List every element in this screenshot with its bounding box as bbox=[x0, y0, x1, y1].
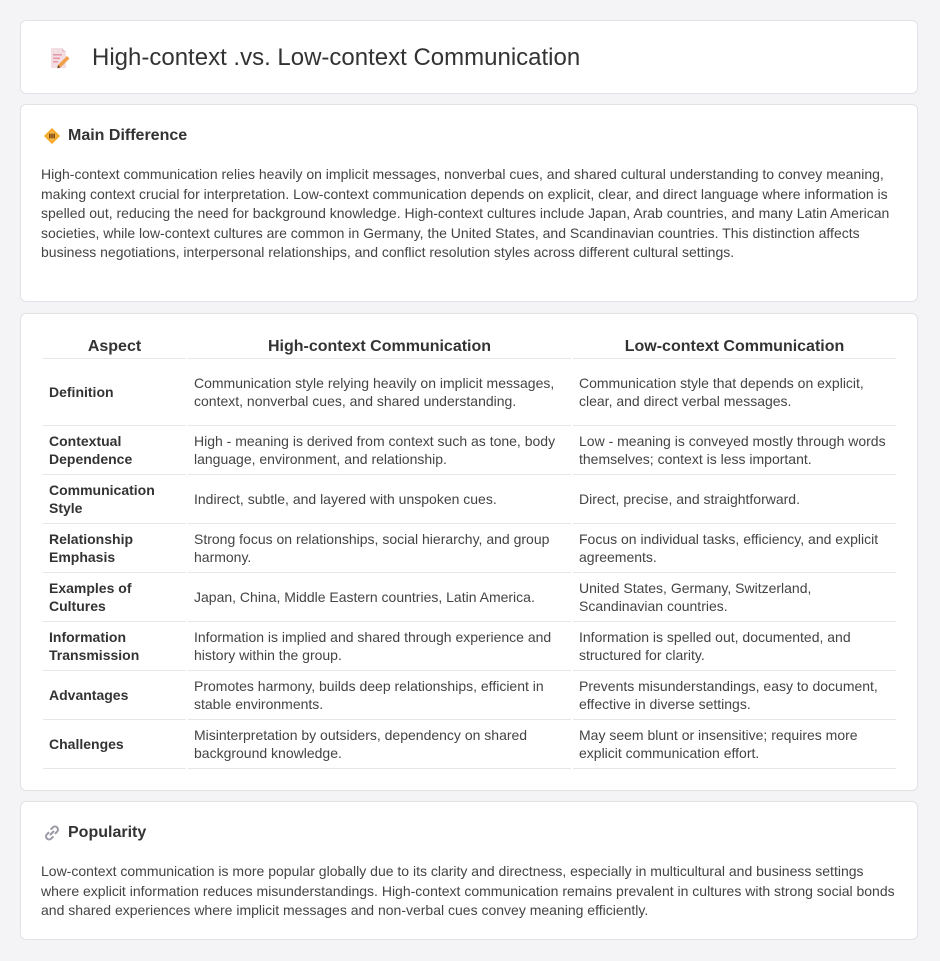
row-low-context: Communication style that depends on explicit, clear, and direct verbal messages. bbox=[573, 359, 896, 426]
link-icon bbox=[43, 824, 61, 842]
row-high-context: High - meaning is derived from context such as tone, body language, environment, and relationship. bbox=[188, 426, 571, 475]
popularity-heading bbox=[43, 824, 146, 842]
main-difference-card bbox=[20, 104, 918, 302]
row-high-context: Information is implied and shared through experience and history within the group. bbox=[188, 622, 571, 671]
table-header-row bbox=[43, 334, 896, 359]
table-row bbox=[43, 720, 896, 769]
table-row bbox=[43, 622, 896, 671]
row-aspect: Advantages bbox=[43, 671, 186, 720]
main-difference-text: High-context communication relies heavily on implicit messages, nonverbal cues, and shared cultural understanding to convey meaning, making context crucial for interpretation. Low-context communication depends on explicit, clear, and direct language where information is spelled out, reducing the need for background knowledge. High-context cultures include Japan, Arab countries, and many Latin American societies, while low-context cultures are common in Germany, the United States, and Scandinavian countries. This distinction affects business negotiations, interpersonal relationships, and conflict resolution styles across different cultural settings. bbox=[41, 166, 890, 260]
column-header-aspect: Aspect bbox=[43, 334, 186, 359]
popularity-title: Popularity bbox=[68, 824, 147, 841]
row-aspect: Communication Style bbox=[43, 475, 186, 524]
column-header-high-context: High-context Communication bbox=[188, 334, 571, 359]
header-card bbox=[20, 20, 918, 94]
table-row bbox=[43, 671, 896, 720]
row-high-context: Strong focus on relationships, social hierarchy, and group harmony. bbox=[188, 524, 571, 573]
main-difference-title: Main Difference bbox=[68, 127, 188, 144]
table-row bbox=[43, 426, 896, 475]
document-pencil-icon bbox=[47, 46, 71, 70]
row-low-context: Focus on individual tasks, efficiency, and explicit agreements. bbox=[573, 524, 896, 573]
row-high-context: Misinterpretation by outsiders, dependency on shared background knowledge. bbox=[188, 720, 571, 769]
row-low-context: Information is spelled out, documented, and structured for clarity. bbox=[573, 622, 896, 671]
row-low-context: May seem blunt or insensitive; requires more explicit communication effort. bbox=[573, 720, 896, 769]
row-aspect: Relationship Emphasis bbox=[43, 524, 186, 573]
row-low-context: Direct, precise, and straightforward. bbox=[573, 475, 896, 524]
popularity-card bbox=[20, 801, 918, 940]
popularity-text: Low-context communication is more popular globally due to its clarity and directness, especially in multicultural and business settings where explicit information reduces misunderstandings. High-context communication remains prevalent in cultures with strong social bonds and shared experiences where implicit messages and non-verbal cues convey meaning efficiently. bbox=[41, 863, 895, 918]
row-aspect: Contextual Dependence bbox=[43, 426, 186, 475]
row-low-context: Prevents misunderstandings, easy to document, effective in diverse settings. bbox=[573, 671, 896, 720]
table-row bbox=[43, 573, 896, 622]
page-title: High-context .vs. Low-context Communication bbox=[92, 44, 581, 71]
row-aspect: Information Transmission bbox=[43, 622, 186, 671]
row-high-context: Communication style relying heavily on implicit messages, context, nonverbal cues, and shared understanding. bbox=[188, 359, 571, 426]
comparison-table bbox=[41, 334, 898, 769]
row-aspect: Definition bbox=[43, 359, 186, 426]
diamond-icon bbox=[43, 127, 61, 145]
row-high-context: Indirect, subtle, and layered with unspoken cues. bbox=[188, 475, 571, 524]
row-aspect: Examples of Cultures bbox=[43, 573, 186, 622]
column-header-low-context: Low-context Communication bbox=[573, 334, 896, 359]
table-row bbox=[43, 475, 896, 524]
row-low-context: Low - meaning is conveyed mostly through words themselves; context is less important. bbox=[573, 426, 896, 475]
row-aspect: Challenges bbox=[43, 720, 186, 769]
row-low-context: United States, Germany, Switzerland, Scandinavian countries. bbox=[573, 573, 896, 622]
row-high-context: Promotes harmony, builds deep relationships, efficient in stable environments. bbox=[188, 671, 571, 720]
row-high-context: Japan, China, Middle Eastern countries, Latin America. bbox=[188, 573, 571, 622]
main-difference-heading bbox=[43, 127, 187, 145]
table-row bbox=[43, 524, 896, 573]
comparison-card bbox=[20, 313, 918, 791]
table-row bbox=[43, 359, 896, 426]
